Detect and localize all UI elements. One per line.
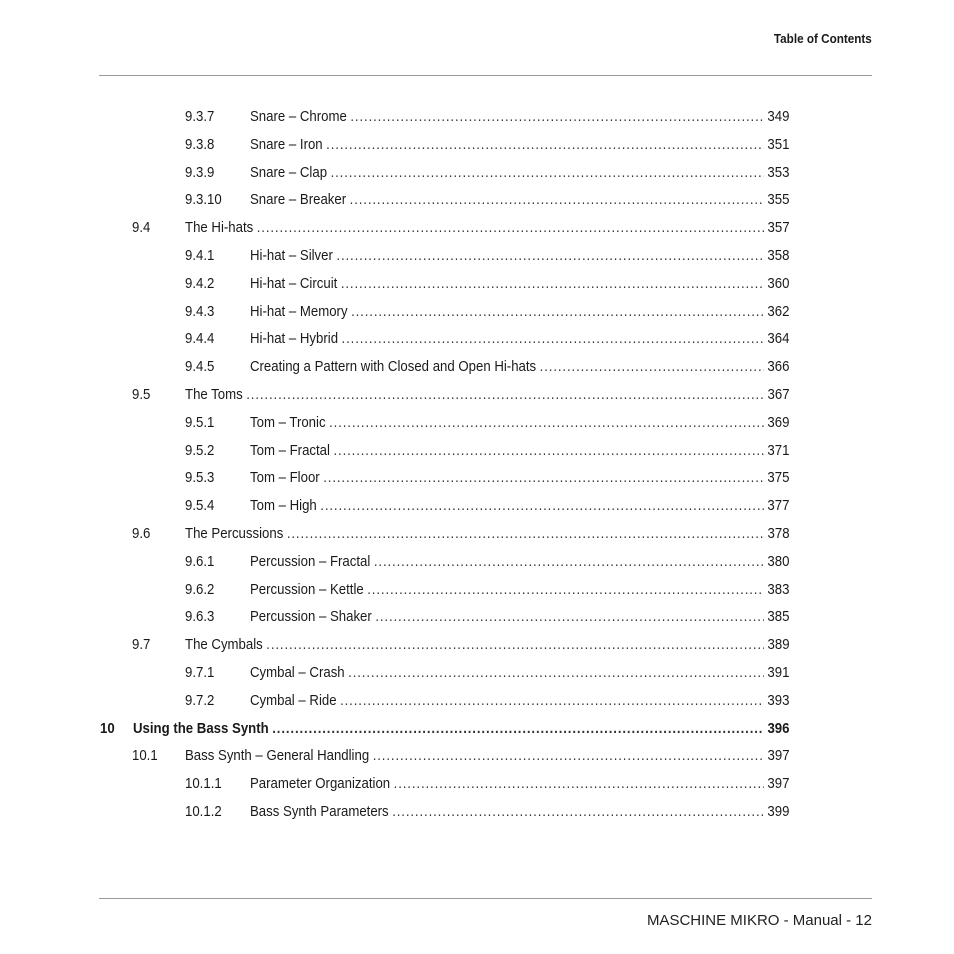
toc-entry[interactable]: [0, 603, 954, 631]
toc-entry-line: [185, 742, 790, 770]
toc-entry-title: Tom – Fractal: [250, 441, 330, 459]
toc-entry-title: Tom – Tronic: [250, 413, 326, 431]
toc-leader-dots: [373, 742, 764, 770]
toc-entry-line: [250, 159, 789, 187]
toc-entry[interactable]: [0, 798, 954, 826]
toc-entry-title: Cymbal – Crash: [250, 664, 345, 681]
toc-entry-page: 399: [767, 803, 790, 820]
toc-entry[interactable]: [0, 353, 954, 381]
toc-entry-line: [250, 603, 789, 631]
toc-entry-line: [250, 659, 789, 687]
toc-entry-line: [185, 381, 790, 409]
toc-entry-number: 10.1.1: [185, 775, 222, 793]
toc-entry-title: Cymbal – Ride: [250, 691, 337, 709]
toc-entry-page: 383: [767, 580, 790, 598]
toc-entry-number: 9.6.3: [185, 608, 215, 626]
toc-entry-number: 9.7: [132, 636, 151, 654]
toc-leader-dots: [323, 464, 764, 492]
toc-leader-dots: [340, 687, 764, 715]
toc-entry-page: 351: [767, 135, 790, 153]
toc-entry-title: Percussion – Fractal: [250, 552, 371, 570]
toc-entry-title: Snare – Chrome: [250, 108, 347, 125]
toc-entry-number: 9.6: [132, 525, 151, 542]
footer-text: MASCHINE MIKRO - Manual - 12: [646, 912, 872, 929]
toc-leader-dots: [348, 659, 764, 687]
toc-entry[interactable]: [0, 437, 954, 465]
toc-entry-line: [250, 492, 789, 520]
toc-leader-dots: [374, 548, 764, 576]
toc-entry-number: 9.7.1: [185, 664, 215, 681]
toc-entry-line: [250, 131, 789, 159]
toc-leader-dots: [331, 159, 764, 187]
toc-entry-number: 9.3.10: [185, 191, 222, 209]
toc-leader-dots: [320, 492, 764, 520]
toc-entry-page: 397: [767, 747, 790, 765]
toc-leader-dots: [272, 715, 764, 743]
toc-entry[interactable]: [0, 548, 954, 576]
toc-entry-line: [250, 687, 789, 715]
toc-entry-page: 349: [767, 108, 790, 125]
toc-entry-page: 360: [767, 274, 790, 292]
toc-entry-number: 9.5.1: [185, 413, 215, 431]
toc-entry-number: 9.4.1: [185, 247, 215, 264]
toc-leader-dots: [341, 270, 764, 298]
toc-entry-number: 9.5.2: [185, 441, 215, 459]
toc-entry-number: 9.4.2: [185, 274, 215, 292]
toc-entry-page: 380: [767, 552, 790, 570]
toc-entry-title: Parameter Organization: [250, 775, 391, 793]
toc-entry-number: 9.5: [132, 386, 151, 403]
toc-entry-title: Tom – Floor: [250, 469, 320, 487]
toc-entry-page: 385: [767, 608, 790, 626]
toc-leader-dots: [329, 409, 764, 437]
toc-entry-title: The Toms: [185, 386, 243, 403]
toc-entry-page: 366: [767, 358, 790, 376]
toc-entry-page: 391: [767, 664, 790, 681]
toc-entry[interactable]: [0, 214, 954, 242]
toc-entry-page: 371: [767, 441, 790, 459]
toc-entry-page: 362: [767, 302, 790, 320]
toc-entry-title: Snare – Breaker: [250, 191, 347, 209]
toc-entry-line: [250, 409, 789, 437]
toc-entry-number: 9.6.1: [185, 552, 215, 570]
toc-entry-number: 9.4.3: [185, 302, 215, 320]
toc-leader-dots: [266, 631, 764, 659]
toc-entry-number: 10.1: [132, 747, 158, 765]
toc-leader-dots: [540, 353, 764, 381]
toc-entry[interactable]: [0, 742, 954, 770]
toc-leader-dots: [350, 186, 764, 214]
toc-entry-line: [250, 353, 789, 381]
toc-entry[interactable]: [0, 687, 954, 715]
toc-entry-line: [250, 186, 789, 214]
toc-entry[interactable]: [0, 492, 954, 520]
toc-entry-page: 364: [767, 330, 790, 348]
toc-entry-number: 9.4: [132, 219, 151, 237]
toc-entry[interactable]: [0, 325, 954, 353]
toc-leader-dots: [367, 576, 764, 604]
toc-entry-line: [250, 576, 789, 604]
toc-entry-line: [250, 464, 789, 492]
toc-entry[interactable]: [0, 131, 954, 159]
toc-entry-line: [250, 770, 789, 798]
toc-entry-number: 9.7.2: [185, 691, 215, 709]
toc-entry-line: [133, 715, 789, 743]
toc-entry-page: 389: [767, 636, 790, 654]
toc-entry-title: Tom – High: [250, 497, 317, 515]
toc-entry[interactable]: [0, 659, 954, 687]
toc-entry-page: 357: [767, 219, 790, 237]
toc-entry[interactable]: [0, 298, 954, 326]
toc-entry-title: The Cymbals: [185, 636, 263, 654]
toc-entry-line: [250, 798, 789, 826]
toc-entry-page: 378: [767, 525, 790, 542]
toc-leader-dots: [333, 437, 763, 465]
toc-entry[interactable]: [0, 409, 954, 437]
toc-entry-number: 10: [100, 719, 115, 737]
toc-entry-number: 9.4.5: [185, 358, 215, 376]
toc-entry-page: 397: [767, 775, 790, 793]
toc-entry-title: Snare – Iron: [250, 135, 323, 153]
toc-entry-page: 393: [767, 691, 790, 709]
toc-leader-dots: [392, 798, 764, 826]
toc-entry-page: 358: [767, 247, 790, 264]
toc-entry-page: 369: [767, 413, 790, 431]
toc-entry-title: Hi-hat – Hybrid: [250, 330, 339, 348]
toc-entry-number: 9.6.2: [185, 580, 215, 598]
toc-entry[interactable]: [0, 631, 954, 659]
toc-entry[interactable]: [0, 270, 954, 298]
toc-entry-number: 9.3.7: [185, 108, 215, 125]
toc-leader-dots: [375, 603, 764, 631]
toc-entry-page: 367: [767, 386, 790, 403]
header-divider: [99, 75, 872, 76]
toc-entry-line: [250, 242, 789, 270]
toc-entry[interactable]: [0, 159, 954, 187]
toc-entry[interactable]: [0, 715, 954, 743]
footer-divider: [99, 898, 872, 899]
toc-entry-line: [250, 325, 789, 353]
toc-entry-line: [250, 548, 789, 576]
toc-entry-number: 9.5.3: [185, 469, 215, 487]
toc-leader-dots: [336, 242, 763, 270]
toc-entry-title: The Hi-hats: [185, 219, 254, 237]
toc-leader-dots: [342, 325, 764, 353]
toc-entry-number: 9.4.4: [185, 330, 215, 348]
toc-entry[interactable]: [0, 103, 954, 131]
toc-entry-title: Creating a Pattern with Closed and Open Hi-hats: [250, 358, 537, 376]
toc-entry-line: [250, 103, 789, 131]
toc-leader-dots: [246, 381, 764, 409]
toc-entry[interactable]: [0, 242, 954, 270]
toc-leader-dots: [287, 520, 764, 548]
toc-entry-line: [185, 520, 790, 548]
toc-entry-number: 10.1.2: [185, 803, 222, 820]
toc-entry-number: 9.3.9: [185, 163, 215, 181]
toc-entry-page: 353: [767, 163, 790, 181]
toc-entry[interactable]: [0, 770, 954, 798]
toc-entry-page: 375: [767, 469, 790, 487]
toc-entry-number: 9.3.8: [185, 135, 215, 153]
toc-entry-title: Hi-hat – Memory: [250, 302, 348, 320]
toc-entry-title: Bass Synth – General Handling: [185, 747, 370, 765]
toc-entry-line: [250, 437, 789, 465]
toc-leader-dots: [394, 770, 764, 798]
toc-entry-page: 355: [767, 191, 790, 209]
toc-entry-title: Hi-hat – Circuit: [250, 274, 338, 292]
toc-leader-dots: [350, 103, 764, 131]
toc-entry[interactable]: [0, 520, 954, 548]
toc-entry-line: [185, 214, 790, 242]
toc-entry[interactable]: [0, 576, 954, 604]
toc-entry-title: Using the Bass Synth: [133, 719, 269, 737]
toc-entry-page: 377: [767, 497, 790, 515]
toc-leader-dots: [351, 298, 764, 326]
toc-entry-title: Snare – Clap: [250, 163, 328, 181]
toc-entry-line: [250, 298, 789, 326]
header-title: Table of Contents: [774, 31, 872, 46]
toc-entry-number: 9.5.4: [185, 497, 215, 515]
toc-entry-title: Hi-hat – Silver: [250, 247, 333, 264]
toc-entry-title: Percussion – Shaker: [250, 608, 372, 626]
toc-leader-dots: [257, 214, 764, 242]
toc-entry-title: Percussion – Kettle: [250, 580, 364, 598]
toc-entry[interactable]: [0, 381, 954, 409]
toc-entry-line: [185, 631, 790, 659]
toc-entry-title: Bass Synth Parameters: [250, 803, 389, 820]
toc-entry-line: [250, 270, 789, 298]
toc-entry[interactable]: [0, 186, 954, 214]
toc-leader-dots: [326, 131, 764, 159]
toc-entry-title: The Percussions: [185, 525, 284, 542]
toc-entry[interactable]: [0, 464, 954, 492]
toc-entry-page: 396: [767, 719, 790, 737]
